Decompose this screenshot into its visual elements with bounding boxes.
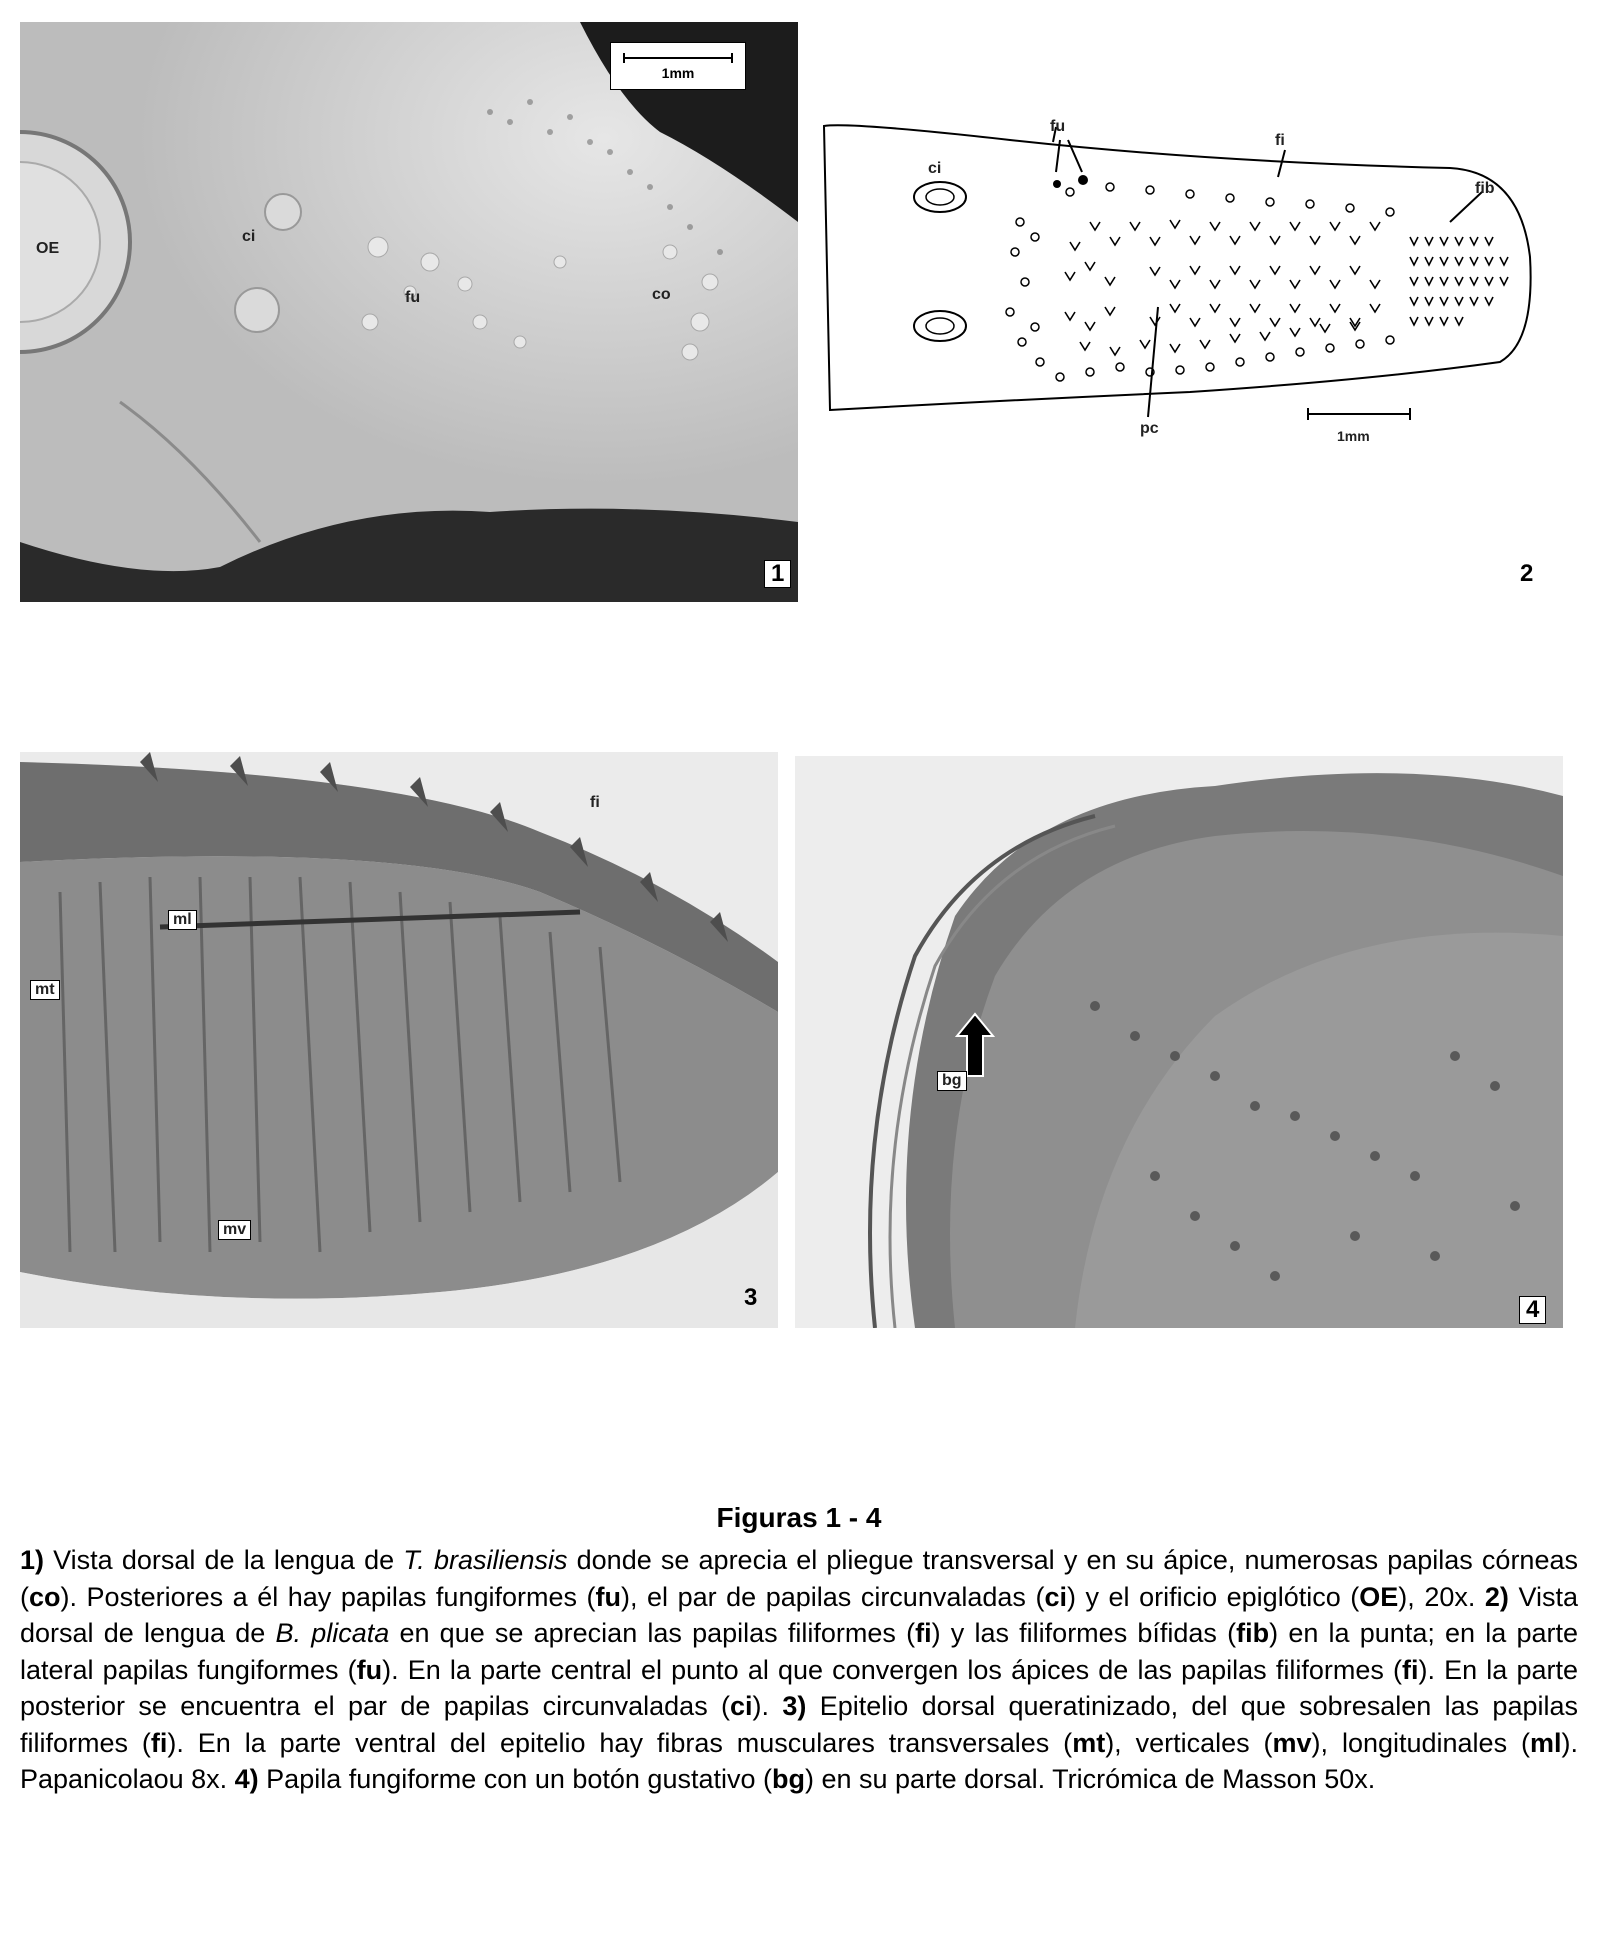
caption-text: ). Posteriores a él hay papilas fungiformes ( <box>60 1581 596 1612</box>
caption-ref-3: 3) <box>782 1691 807 1721</box>
figure-2-label-fu: fu <box>1050 118 1066 135</box>
figure-2-label-pc: pc <box>1140 420 1159 437</box>
figure-1-photo <box>20 22 798 602</box>
caption-title: Figuras 1 - 4 <box>716 1502 882 1533</box>
figure-2-image <box>810 22 1580 602</box>
abbr-oe: OE <box>1359 1581 1399 1612</box>
figure-3-image <box>20 752 778 1328</box>
caption-ref-4: 4) <box>234 1764 259 1794</box>
abbr-mt: mt <box>1072 1727 1106 1758</box>
caption-text: ) y las filiformes bífidas ( <box>931 1618 1237 1648</box>
figure-2-label-fi: fi <box>1275 132 1285 149</box>
figure-3-photo <box>20 752 778 1328</box>
caption-text: ), el par de papilas circunvaladas ( <box>621 1581 1045 1612</box>
abbr-bg: bg <box>772 1764 805 1794</box>
abbr-fi: fi <box>150 1727 168 1758</box>
figure-2-label-fib: fib <box>1475 180 1495 197</box>
caption-text: ). Papanicolaou 8x. <box>20 1727 1578 1794</box>
figure-1-label-ci: ci <box>242 228 256 245</box>
caption-text: ), verticales ( <box>1105 1727 1273 1758</box>
abbr-co: co <box>29 1581 61 1612</box>
figure-1-label-fu: fu <box>405 289 421 306</box>
figure-1-label-co: co <box>652 286 671 303</box>
caption-text: ) en la punta; en la parte lateral papilas fungiformes ( <box>20 1618 1579 1685</box>
caption-text: ). En la parte ventral del epitelio hay fibras musculares transversales ( <box>167 1727 1073 1758</box>
figure-3-label-mv: mv <box>218 1220 251 1240</box>
figure-3-number: 3 <box>744 1284 758 1311</box>
caption-text: ) y el orificio epiglótico ( <box>1066 1581 1360 1612</box>
abbr-ml: ml <box>1529 1727 1562 1758</box>
figure-1-number: 1 <box>764 560 791 588</box>
figure-4-image <box>795 756 1563 1328</box>
abbr-fi: fi <box>915 1618 932 1648</box>
caption-text: ), longitudinales ( <box>1311 1727 1530 1758</box>
caption-text: ), 20x. <box>1398 1581 1485 1612</box>
caption-ref-1: 1) <box>20 1545 45 1575</box>
figure-3-label-ml: ml <box>168 910 197 930</box>
caption-body <box>20 1542 1578 1798</box>
caption-text: ) en su parte dorsal. Tricrómica de Masson 50x. <box>805 1764 1376 1794</box>
figure-4-label-bg: bg <box>937 1071 967 1091</box>
figure-4-number: 4 <box>1519 1296 1546 1324</box>
abbr-mv: mv <box>1272 1727 1312 1758</box>
caption-text: ). En la parte central el punto al que convergen los ápices de las papilas filiformes ( <box>382 1654 1402 1685</box>
caption-text: Papila fungiforme con un botón gustativo ( <box>258 1764 772 1794</box>
caption-text: en que se aprecian las papilas filiformes ( <box>389 1618 916 1648</box>
abbr-fu: fu <box>595 1581 621 1612</box>
figure-1-scale-bar <box>610 42 746 90</box>
abbr-fu: fu <box>356 1654 383 1685</box>
caption-ref-2: 2) <box>1484 1581 1509 1612</box>
figure-1-image <box>20 22 798 602</box>
species-name: B. plicata <box>275 1618 390 1648</box>
abbr-fib: fib <box>1236 1618 1270 1648</box>
figure-4-photo <box>795 756 1563 1328</box>
figure-2-drawing <box>810 22 1580 602</box>
figure-2-scale-label: 1mm <box>1337 428 1370 444</box>
abbr-ci: ci <box>730 1691 753 1721</box>
figure-3-label-mt: mt <box>30 980 60 1000</box>
caption-text: Epitelio dorsal queratinizado, del que sobresalen las papilas filiformes ( <box>20 1691 1578 1758</box>
caption-text: donde se aprecia el pliegue transversal y en su ápice, numerosas papilas córneas ( <box>20 1545 1578 1612</box>
caption-text: Vista dorsal de la lengua de <box>44 1545 404 1575</box>
figure-1-label-oe: OE <box>36 240 60 257</box>
species-name: T. brasiliensis <box>403 1545 568 1575</box>
figure-1-scale-label: 1mm <box>661 65 695 81</box>
abbr-fi: fi <box>1401 1654 1419 1685</box>
figure-2-number: 2 <box>1520 560 1534 587</box>
caption-text: ). En la parte posterior se encuentra el par de papilas circunvaladas ( <box>20 1654 1579 1721</box>
abbr-ci: ci <box>1044 1581 1067 1612</box>
figure-2-label-ci: ci <box>928 160 942 177</box>
caption-text: ). <box>752 1691 783 1721</box>
figure-3-label-fi: fi <box>590 794 600 811</box>
caption-text: Vista dorsal de lengua de <box>20 1581 1578 1648</box>
